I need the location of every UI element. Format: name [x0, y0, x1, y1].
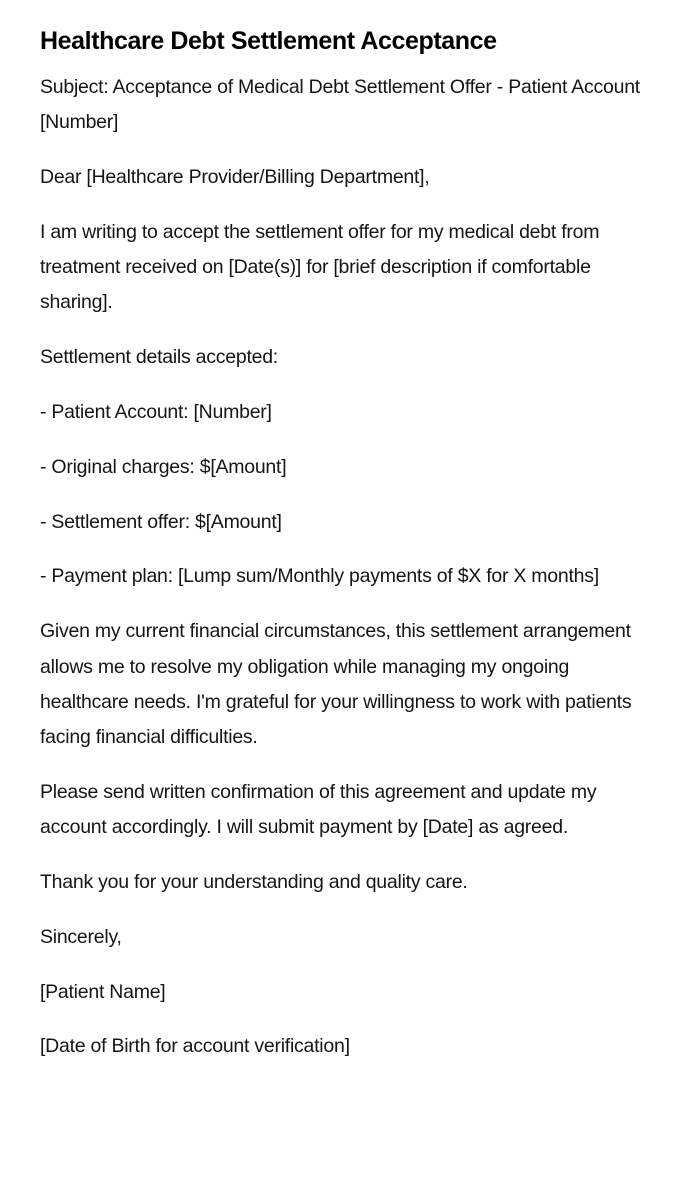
- salutation: Dear [Healthcare Provider/Billing Department],: [40, 166, 430, 189]
- detail-original-charges: - Original charges: $[Amount]: [40, 455, 287, 478]
- details-heading: Settlement details accepted:: [40, 346, 278, 369]
- document-title: Healthcare Debt Settlement Acceptance: [40, 27, 497, 55]
- intro-paragraph: I am writing to accept the settlement offer for my medical debt from treatment received on [Date(s)] for [brief description if comfortable sharing].: [40, 220, 600, 314]
- signature-name: [Patient Name]: [40, 980, 166, 1003]
- confirmation-request-paragraph: Please send written confirmation of this agreement and update my account accordingly. I will submit payment by [Date] as agreed.: [40, 780, 597, 839]
- detail-settlement-offer: - Settlement offer: $[Amount]: [40, 510, 282, 533]
- thank-you-line: Thank you for your understanding and quality care.: [40, 871, 468, 894]
- detail-payment-plan: - Payment plan: [Lump sum/Monthly payments of $X for X months]: [40, 565, 599, 588]
- signature-dob: [Date of Birth for account verification]: [40, 1035, 350, 1058]
- detail-patient-account: - Patient Account: [Number]: [40, 401, 272, 424]
- subject-line: Subject: Acceptance of Medical Debt Settlement Offer - Patient Account [Number]: [40, 76, 640, 134]
- circumstances-paragraph: Given my current financial circumstances, this settlement arrangement allows me to resolve my obligation while managing my ongoing healthcare needs. I'm grateful for your willingness to work with patients facing financial difficulties.: [40, 620, 632, 749]
- closing: Sincerely,: [40, 925, 122, 948]
